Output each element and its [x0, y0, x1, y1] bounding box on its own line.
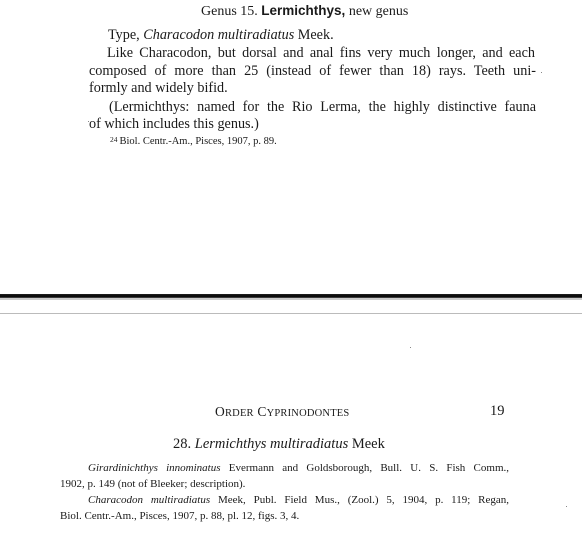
- description-line-1: Like Characodon, but dorsal and anal fins very much longer, and each: [107, 45, 535, 61]
- synonym-1-line-1: Girardinichthys innominatus Evermann and Goldsborough, Bull. U. S. Fish Comm.,: [88, 462, 509, 474]
- synonym-2-name: Characodon multiradiatus: [88, 494, 211, 506]
- synonym-2-line-1: Characodon multiradiatus Meek, Publ. Field Mus., (Zool.) 5, 1904, p. 119; Regan,: [88, 494, 509, 506]
- page-edge-shadow: [0, 298, 582, 300]
- species-heading: [173, 436, 385, 453]
- scan-speck: [566, 506, 567, 507]
- type-species-line: Type, Characodon multiradiatus Meek.: [108, 27, 334, 43]
- scan-speck: [541, 72, 542, 73]
- species-number: 28.: [173, 436, 192, 452]
- scan-speck: [88, 121, 89, 122]
- footnote: [110, 135, 277, 147]
- species-author: Meek: [351, 436, 385, 452]
- synonym-1-name: Girardinichthys innominatus: [88, 462, 221, 474]
- footnote-text: Biol. Centr.-Am., Pisces, 1907, p. 89.: [119, 136, 277, 147]
- synonym-1-line-2: 1902, p. 149 (not of Bleeker; description).: [60, 478, 246, 490]
- synonym-2-line-2: Biol. Centr.-Am., Pisces, 1907, p. 88, pl. 12, figs. 3, 4.: [60, 510, 300, 522]
- etymology-line-2: of which includes this genus.): [89, 116, 259, 132]
- scan-speck: [410, 347, 411, 348]
- genus-number: Genus 15.: [201, 4, 258, 19]
- genus-status: new genus: [348, 4, 409, 19]
- etymology-line-1: (Lermichthys: named for the Rio Lerma, the highly distinctive fauna: [109, 99, 536, 115]
- species-name: Lermichthys multiradiatus: [194, 436, 349, 452]
- running-head: ORDER CYPRINODONTES: [215, 404, 350, 419]
- footnote-marker: 24: [110, 135, 118, 144]
- page-top-edge: [0, 313, 582, 314]
- page-number: 19: [490, 403, 505, 419]
- description-line-2: composed of more than 25 (instead of fewer than 18) rays. Teeth uni-: [89, 63, 536, 79]
- description-line-3: formly and widely bifid.: [89, 80, 228, 96]
- genus-name: Lermichthys,: [261, 3, 346, 18]
- type-species-name: Characodon multiradiatus: [143, 27, 295, 43]
- genus-heading: [201, 3, 408, 20]
